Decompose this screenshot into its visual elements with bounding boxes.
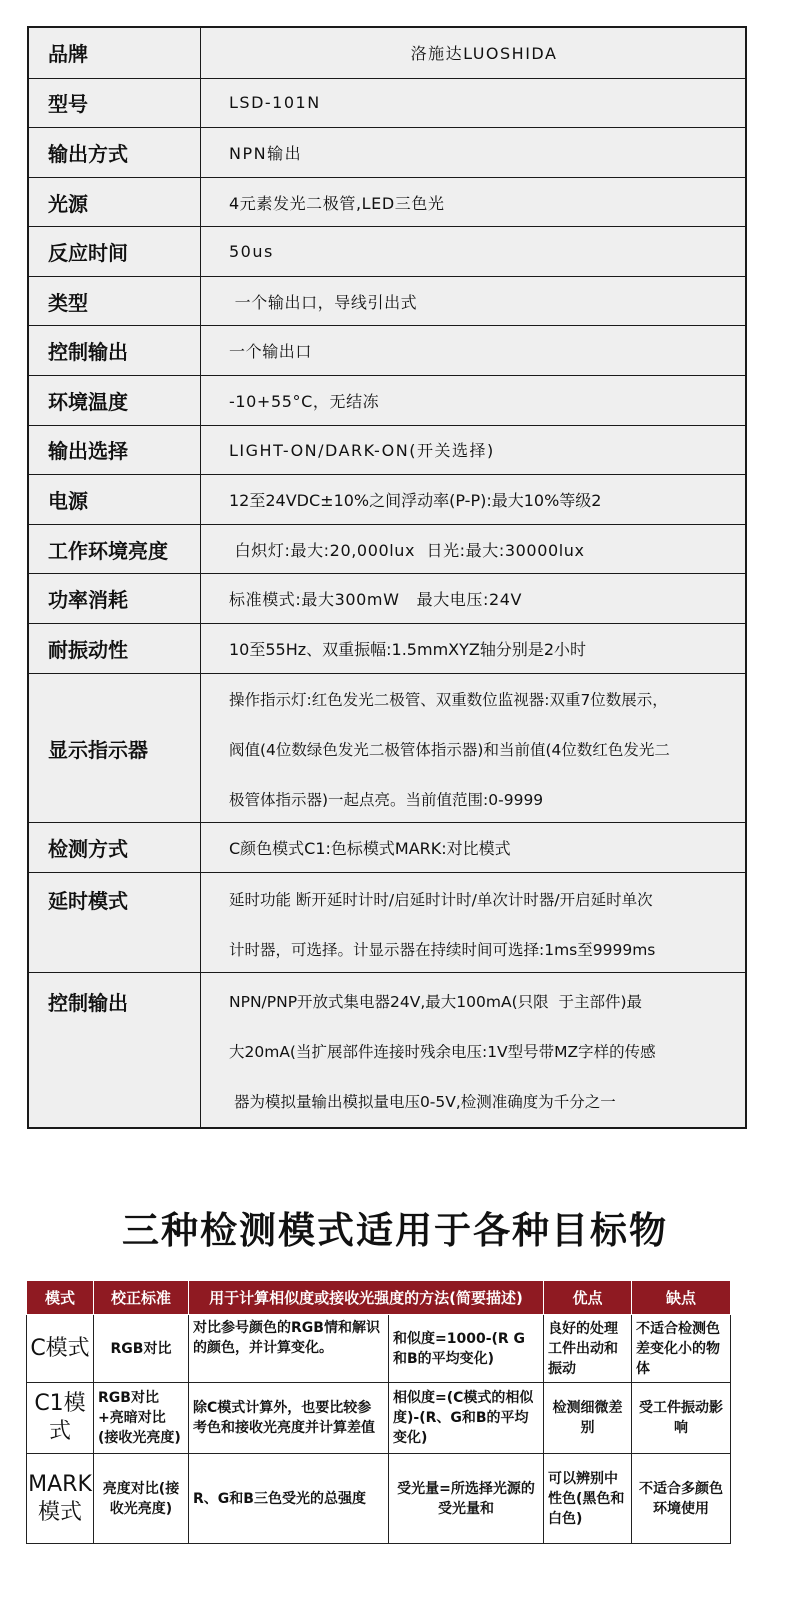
- mode-standard: RGB对比: [94, 1315, 189, 1383]
- spec-value-line: 计时器，可选择。计显示器在持续时间可选择:1ms至9999ms: [229, 941, 656, 960]
- spec-row-display-indicator: [29, 674, 745, 823]
- spec-label: 类型: [29, 277, 201, 326]
- spec-label: 环境温度: [29, 376, 201, 425]
- spec-row-control-output: [29, 326, 745, 376]
- mode-name: MARK模式: [27, 1454, 94, 1544]
- spec-value: [201, 674, 745, 822]
- spec-label: 工作环境亮度: [29, 525, 201, 574]
- spec-row-power-consumption: [29, 574, 745, 624]
- spec-label: 控制输出: [29, 973, 201, 1127]
- spec-value: NPN输出: [229, 143, 303, 163]
- spec-value-line: 延时功能 断开延时计时/启延时计时/单次计时器/开启延时单次: [229, 891, 653, 910]
- spec-row-ambient-illuminance: [29, 525, 745, 575]
- mode-method-description: R、G和B三色受光的总强度: [189, 1454, 389, 1544]
- spec-value: LSD-101N: [229, 93, 321, 113]
- spec-row-delay-mode: [29, 873, 745, 973]
- spec-row-response-time: [29, 227, 745, 277]
- spec-value: [201, 873, 745, 972]
- header-method: 用于计算相似度或接收光强度的方法(简要描述): [189, 1281, 544, 1315]
- spec-label: 品牌: [29, 28, 201, 78]
- header-mode: 模式: [27, 1281, 94, 1315]
- spec-value-line: 器为模拟量输出模拟量电压0-5V,检测准确度为千分之一: [229, 1093, 616, 1112]
- spec-value: 一个输出口，导线引出式: [229, 292, 418, 312]
- spec-table: [27, 26, 747, 1129]
- spec-label: 延时模式: [29, 873, 201, 972]
- spec-value: 50us: [229, 242, 274, 262]
- table-row: [27, 1383, 731, 1454]
- spec-row-brand: [29, 28, 745, 79]
- header-pros: 优点: [544, 1281, 632, 1315]
- spec-value-line: 操作指示灯:红色发光二极管、双重数位监视器:双重7位数展示，: [229, 691, 668, 710]
- spec-value: LIGHT-ON/DARK-ON(开关选择): [229, 441, 495, 461]
- spec-label: 功率消耗: [29, 574, 201, 623]
- header-standard: 校正标准: [94, 1281, 189, 1315]
- spec-label: 型号: [29, 79, 201, 128]
- mode-standard: 亮度对比(接收光亮度): [94, 1454, 189, 1544]
- spec-value: [201, 973, 745, 1127]
- table-row: [27, 1454, 731, 1544]
- spec-label: 反应时间: [29, 227, 201, 276]
- spec-value: 标准模式:最大300mW 最大电压:24V: [229, 590, 523, 610]
- spec-row-output-selection: [29, 426, 745, 476]
- spec-label: 检测方式: [29, 823, 201, 872]
- table-row: [27, 1315, 731, 1383]
- spec-row-vibration-resistance: [29, 624, 745, 675]
- spec-row-model: [29, 79, 745, 129]
- mode-pros: 良好的处理工件出动和振动: [544, 1315, 632, 1383]
- spec-label: 光源: [29, 178, 201, 227]
- mode-method-description: 对比参号颜色的RGB情和解识的颜色，并计算变化。: [189, 1315, 389, 1383]
- section-title: 三种检测模式适用于各种目标物: [122, 1209, 668, 1252]
- mode-standard: RGB对比+亮暗对比(接收光亮度): [94, 1383, 189, 1454]
- header-cons: 缺点: [632, 1281, 731, 1315]
- spec-row-light-source: [29, 178, 745, 228]
- spec-row-type: [29, 277, 745, 327]
- spec-label: 输出选择: [29, 426, 201, 475]
- mode-name: C模式: [27, 1315, 94, 1383]
- spec-label: 输出方式: [29, 128, 201, 177]
- spec-value-line: 阀值(4位数绿色发光二极管体指示器)和当前值(4位数红色发光二: [229, 741, 670, 760]
- spec-row-control-output-detail: [29, 973, 745, 1127]
- spec-value: 白炽灯:最大:20,000lux 日光:最大:30000lux: [229, 540, 585, 560]
- spec-row-power-supply: [29, 475, 745, 525]
- spec-row-ambient-temperature: [29, 376, 745, 426]
- spec-value: 4元素发光二极管,LED三色光: [229, 193, 445, 213]
- spec-value: 12至24VDC±10%之间浮动率(P-P):最大10%等级2: [229, 490, 602, 510]
- spec-value: -10+55°C，无结冻: [229, 391, 380, 411]
- mode-method-description: 除C模式计算外，也要比较参考色和接收光亮度并计算差值: [189, 1383, 389, 1454]
- mode-cons: 不适合检测色差变化小的物体: [632, 1315, 731, 1383]
- spec-value: 一个输出口: [229, 342, 313, 362]
- spec-value: C颜色模式C1:色标模式MARK:对比模式: [229, 839, 511, 859]
- mode-method-formula: 相似度=(C模式的相似度)-(R、G和B的平均变化): [389, 1383, 544, 1454]
- mode-name: C1模式: [27, 1383, 94, 1454]
- spec-label: 耐振动性: [29, 624, 201, 674]
- spec-label: 显示指示器: [29, 674, 201, 822]
- spec-value: 10至55Hz、双重振幅:1.5mmXYZ轴分别是2小时: [229, 640, 587, 660]
- spec-row-detection-method: [29, 823, 745, 873]
- spec-value-line: NPN/PNP开放式集电器24V,最大100mA(只限 于主部件)最: [229, 993, 643, 1012]
- mode-pros: 可以辨别中性色(黑色和白色): [544, 1454, 632, 1544]
- mode-cons: 不适合多颜色环境使用: [632, 1454, 731, 1544]
- spec-value-line: 大20mA(当扩展部件连接时残余电压:1V型号带MZ字样的传感: [229, 1043, 656, 1062]
- mode-method-formula: 和似度=1000-(R G和B的平均变化): [389, 1315, 544, 1383]
- mode-pros: 检测细微差别: [544, 1383, 632, 1454]
- spec-value-line: 极管体指示器)一起点亮。当前值范围:0-9999: [229, 791, 544, 810]
- mode-method-formula: 受光量=所选择光源的受光量和: [389, 1454, 544, 1544]
- modes-header-row: [27, 1281, 731, 1315]
- spec-value: 洛施达LUOSHIDA: [410, 44, 558, 64]
- spec-label: 电源: [29, 475, 201, 524]
- spec-label: 控制输出: [29, 326, 201, 375]
- modes-table: [26, 1280, 731, 1544]
- mode-cons: 受工件振动影响: [632, 1383, 731, 1454]
- spec-row-output-method: [29, 128, 745, 178]
